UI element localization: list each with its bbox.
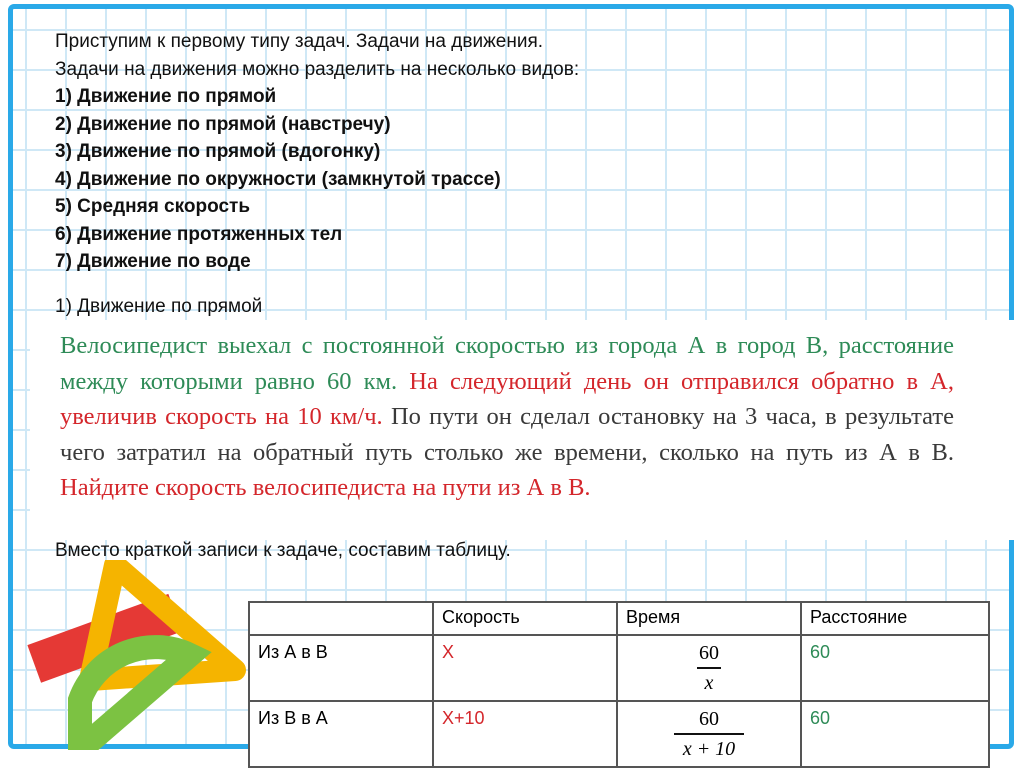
data-table bbox=[248, 601, 990, 768]
table-row bbox=[249, 635, 989, 701]
problem-text bbox=[30, 320, 1014, 540]
type-item: 1) Движение по прямой bbox=[55, 86, 277, 107]
distance-cell: 60 bbox=[801, 635, 989, 701]
intro-line: Приступим к первому типу задач. Задачи на движения. bbox=[55, 31, 544, 52]
distance-cell: 60 bbox=[801, 701, 989, 767]
intro-line: Задачи на движения можно разделить на несколько видов: bbox=[55, 58, 580, 80]
fraction-denominator: x + 10 bbox=[682, 738, 736, 760]
problem-condition: На следующий день он отправился обратно в А, увеличив скорость на 10 км/ч. bbox=[60, 367, 955, 430]
problem-detail: По пути он сделал остановку на 3 часа, в результате чего затратил на обратный путь столько же времени, сколько на путь из А в В. bbox=[60, 403, 954, 466]
problem-question: Найдите скорость велосипедиста на пути из А в В. bbox=[60, 474, 591, 501]
type-item: 4) Движение по окружности (замкнутой трассе) bbox=[55, 168, 501, 190]
row-label: Из А в В bbox=[249, 635, 433, 701]
row-label: Из В в А bbox=[249, 701, 433, 767]
type-item: 3) Движение по прямой (вдогонку) bbox=[55, 141, 381, 162]
fraction-numerator: 60 bbox=[699, 708, 719, 730]
type-item: 5) Средняя скорость bbox=[55, 196, 251, 217]
speed-cell: X+10 bbox=[433, 701, 617, 767]
type-item: 2) Движение по прямой (навстречу) bbox=[55, 113, 391, 135]
time-cell bbox=[617, 635, 801, 701]
speed-cell: X bbox=[433, 635, 617, 701]
header-cell: Скорость bbox=[433, 602, 617, 635]
intro-text bbox=[55, 28, 579, 276]
problem-given: Велосипедист выехал с постоянной скоростью из города А в город В, расстояние между которыми равно 60 км. bbox=[60, 332, 954, 395]
table-header-row bbox=[249, 602, 989, 635]
protractor-icon bbox=[80, 647, 190, 750]
time-cell bbox=[617, 701, 801, 767]
geometry-tools-illustration bbox=[20, 560, 250, 750]
table-intro: Вместо краткой записи к задаче, составим таблицу. bbox=[55, 540, 511, 561]
fraction-denominator: x bbox=[704, 672, 714, 694]
section-heading: 1) Движение по прямой bbox=[55, 296, 263, 317]
header-cell: Расстояние bbox=[801, 602, 989, 635]
header-cell: Время bbox=[617, 602, 801, 635]
type-item: 7) Движение по воде bbox=[55, 251, 251, 272]
type-item: 6) Движение протяженных тел bbox=[55, 223, 343, 245]
table-row bbox=[249, 701, 989, 767]
header-cell bbox=[249, 602, 433, 635]
fraction-numerator: 60 bbox=[699, 642, 719, 664]
